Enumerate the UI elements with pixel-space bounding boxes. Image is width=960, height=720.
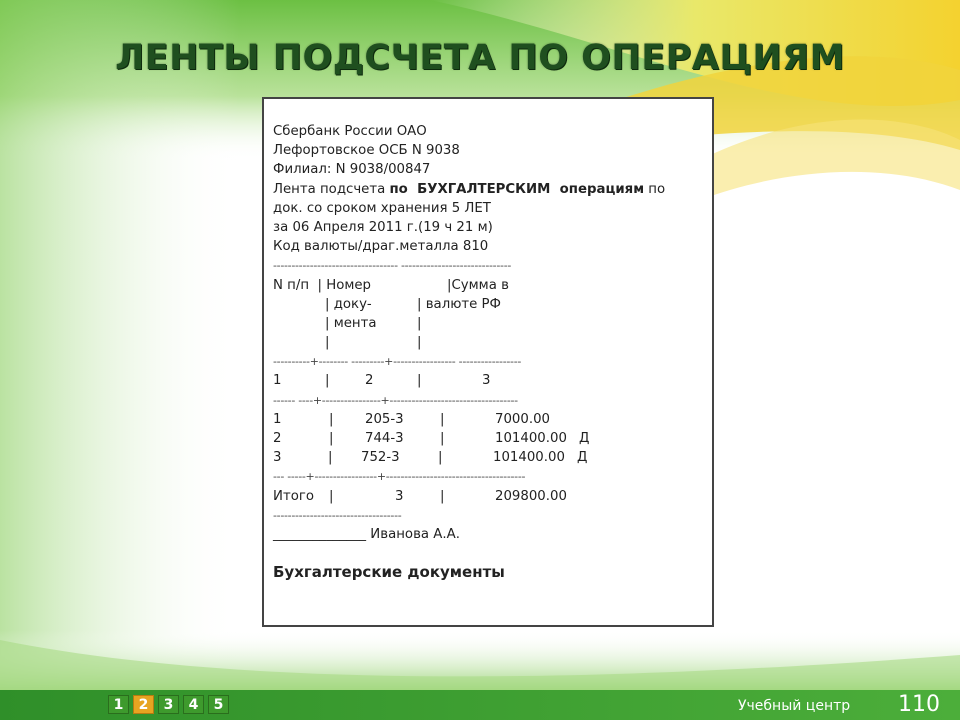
column-divider: | — [329, 431, 334, 446]
receipt-text — [273, 122, 703, 581]
separator: ---------------------------------- ------------------------------ — [273, 259, 512, 273]
slide-navigation — [108, 695, 229, 714]
receipt-tape — [262, 97, 714, 627]
table-header-row — [273, 295, 703, 314]
document-number: 205-3 — [365, 411, 404, 427]
header-cell: | — [325, 335, 330, 351]
debit-mark: Д — [577, 450, 588, 466]
header-cell: |Сумма в — [447, 277, 509, 293]
row-amount: 7000.00 — [495, 411, 550, 427]
document-number: 744-3 — [365, 431, 404, 446]
column-divider: | — [329, 488, 334, 504]
date-line: за 06 Апреля 2011 г.(19 ч 21 м) — [273, 219, 493, 235]
tape-type: по БУХГАЛТЕРСКИМ операциям — [389, 181, 645, 197]
table-row — [273, 448, 703, 467]
header-cell: | валюте РФ — [417, 296, 502, 312]
branch-line: Лефортовское ОСБ N 9038 — [273, 143, 460, 159]
column-number: 1 — [273, 373, 282, 389]
signature-line: ______________ Иванова А.А. — [273, 526, 460, 542]
column-number: 3 — [482, 373, 491, 389]
brand-label: Учебный центр — [738, 698, 851, 714]
separator: ------ ----+----------------+----------------------------------- — [273, 393, 518, 407]
header-cell: N п/п | Номер — [273, 277, 371, 293]
table-row — [273, 410, 703, 429]
tape-prefix: Лента подсчета — [273, 181, 390, 197]
header-cell: | мента — [325, 315, 377, 331]
total-amount: 209800.00 — [495, 488, 567, 504]
tape-suffix: по — [644, 181, 666, 197]
nav-button-1[interactable]: 1 — [108, 695, 129, 714]
table-header-row — [273, 333, 703, 352]
document-caption: Бухгалтерские документы — [273, 563, 505, 582]
row-number: 2 — [273, 431, 282, 446]
tape-type-line — [273, 180, 703, 199]
table-header-row — [273, 314, 703, 333]
storage-line: док. со сроком хранения 5 ЛЕТ — [273, 200, 491, 216]
column-divider: | — [329, 411, 334, 427]
separator: --- -----+-----------------+-------------------------------------- — [273, 470, 526, 484]
document-number: 752-3 — [361, 450, 400, 466]
column-divider: | — [325, 373, 330, 389]
column-divider: | — [440, 431, 445, 446]
column-number: 2 — [365, 373, 374, 389]
row-number: 1 — [273, 411, 282, 427]
nav-button-5[interactable]: 5 — [208, 695, 229, 714]
row-number: 3 — [273, 450, 282, 466]
column-numbers-row — [273, 371, 703, 390]
currency-line: Код валюты/драг.металла 810 — [273, 239, 489, 255]
row-amount: 101400.00 — [495, 431, 567, 446]
header-cell: | доку- — [325, 296, 372, 312]
debit-mark: Д — [579, 431, 590, 446]
bank-line: Сбербанк России ОАО — [273, 124, 427, 139]
table-header-row — [273, 276, 703, 295]
filial-line: Филиал: N 9038/00847 — [273, 162, 431, 178]
total-count: 3 — [395, 488, 404, 504]
nav-button-4[interactable]: 4 — [183, 695, 204, 714]
separator: ----------------------------------- — [273, 508, 402, 522]
header-cell: | — [417, 335, 422, 351]
table-row — [273, 429, 703, 448]
column-divider: | — [438, 450, 443, 466]
slide-title: ЛЕНТЫ ПОДСЧЕТА ПО ОПЕРАЦИЯМ — [115, 38, 845, 78]
row-amount: 101400.00 — [493, 450, 565, 466]
header-cell: | — [417, 315, 422, 331]
column-divider: | — [440, 488, 445, 504]
column-divider: | — [440, 411, 445, 427]
total-row — [273, 487, 703, 506]
total-label: Итого — [273, 488, 314, 504]
nav-button-2[interactable]: 2 — [133, 695, 154, 714]
nav-button-3[interactable]: 3 — [158, 695, 179, 714]
page-number: 110 — [898, 692, 940, 717]
column-divider: | — [328, 450, 333, 466]
separator: ----------+-------- ---------+----------------- ----------------- — [273, 355, 522, 369]
column-divider: | — [417, 373, 422, 389]
